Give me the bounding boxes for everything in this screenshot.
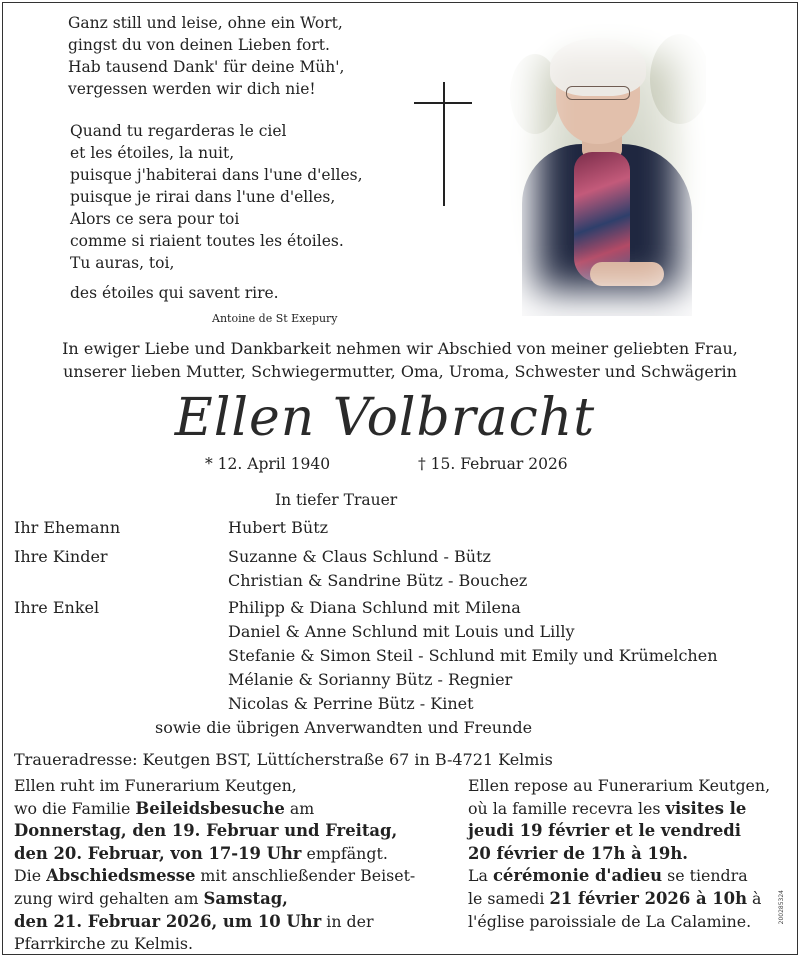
grandchild-entry: Mélanie & Sorianny Bütz - Regnier [228, 670, 513, 689]
poem-french [70, 120, 363, 304]
grandchild-entry: Nicolas & Perrine Bütz - Kinet [228, 694, 474, 713]
notice-line: den 20. Februar, von 17-19 Uhr empfängt. [14, 843, 388, 863]
notice-german [14, 775, 444, 956]
notice-line: où la famille recevra les visites le [468, 798, 747, 818]
notice-line: Ellen ruht im Funerarium Keutgen, [14, 776, 297, 795]
poem-line: Hab tausend Dank' für deine Müh', [68, 58, 345, 76]
notice-line: zung wird gehalten am Samstag, [14, 888, 288, 908]
relatives-line: sowie die übrigen Anverwandten und Freunde [155, 718, 533, 737]
poem-line: vergessen werden wir dich nie! [68, 80, 316, 98]
poem-line: Quand tu regarderas le ciel [70, 122, 287, 140]
grandchild-entry: Philipp & Diana Schlund mit Milena [228, 598, 521, 617]
poem-line: et les étoiles, la nuit, [70, 144, 235, 162]
poem-line: puisque je rirai dans l'une d'elles, [70, 188, 336, 206]
poem-line: Alors ce sera pour toi [70, 210, 240, 228]
intro-line: unserer lieben Mutter, Schwiegermutter, Oma, Uroma, Schwester und Schwägerin [63, 362, 737, 381]
cross-icon [414, 82, 474, 206]
deceased-name: Ellen Volbracht [174, 388, 596, 448]
poem-line: gingst du von deinen Lieben fort. [68, 36, 330, 54]
intro-text [0, 337, 800, 383]
grandchildren-label: Ihre Enkel [14, 598, 100, 617]
husband-name: Hubert Bütz [228, 518, 329, 537]
grandchild-entry: Stefanie & Simon Steil - Schlund mit Emily und Krümelchen [228, 646, 718, 665]
poem-line: Ganz still und leise, ohne ein Wort, [68, 14, 343, 32]
child-entry: Suzanne & Claus Schlund - Bütz [228, 547, 491, 566]
poem-author: Antoine de St Exepury [212, 312, 338, 325]
notice-line: den 21. Februar 2026, um 10 Uhr in der [14, 911, 374, 931]
notice-line: 20 février de 17h à 19h. [468, 843, 688, 863]
child-entry: Christian & Sandrine Bütz - Bouchez [228, 571, 528, 590]
notice-line: Ellen repose au Funerarium Keutgen, [468, 776, 771, 795]
notice-line: La cérémonie d'adieu se tiendra [468, 866, 748, 886]
notice-french [468, 775, 784, 933]
poem-line: Tu auras, toi, [70, 254, 175, 272]
notice-line: Die Abschiedsmesse mit anschließender Beiset- [14, 866, 416, 886]
poem-german [68, 12, 344, 100]
mourning-heading: In tiefer Trauer [275, 491, 398, 509]
notice-line: Donnerstag, den 19. Februar und Freitag, [14, 821, 398, 841]
death-date: † 15. Februar 2026 [418, 455, 568, 473]
birth-date: * 12. April 1940 [205, 455, 331, 473]
grandchild-entry: Daniel & Anne Schlund mit Louis und Lilly [228, 622, 575, 641]
poem-line: des étoiles qui savent rire. [70, 284, 279, 302]
notice-line: le samedi 21 février 2026 à 10h à [468, 888, 762, 908]
notice-line: wo die Familie Beileidsbesuche am [14, 798, 315, 818]
poem-line: puisque j'habiterai dans l'une d'elles, [70, 166, 363, 184]
notice-line: jeudi 19 février et le vendredi [468, 821, 741, 841]
mourning-address: Traueradresse: Keutgen BST, Lüttícherstraße 67 in B-4721 Kelmis [14, 750, 553, 769]
poem-line: comme si riaient toutes les étoiles. [70, 232, 344, 250]
children-label: Ihre Kinder [14, 547, 108, 566]
notice-line: l'église paroissiale de La Calamine. [468, 911, 752, 931]
intro-line: In ewiger Liebe und Dankbarkeit nehmen wir Abschied von meiner geliebten Frau, [62, 339, 738, 358]
husband-label: Ihr Ehemann [14, 518, 121, 537]
portrait-photo [510, 24, 706, 316]
notice-line: Pfarrkirche zu Kelmis. [14, 934, 194, 954]
ad-code: 200285324 [778, 890, 785, 925]
